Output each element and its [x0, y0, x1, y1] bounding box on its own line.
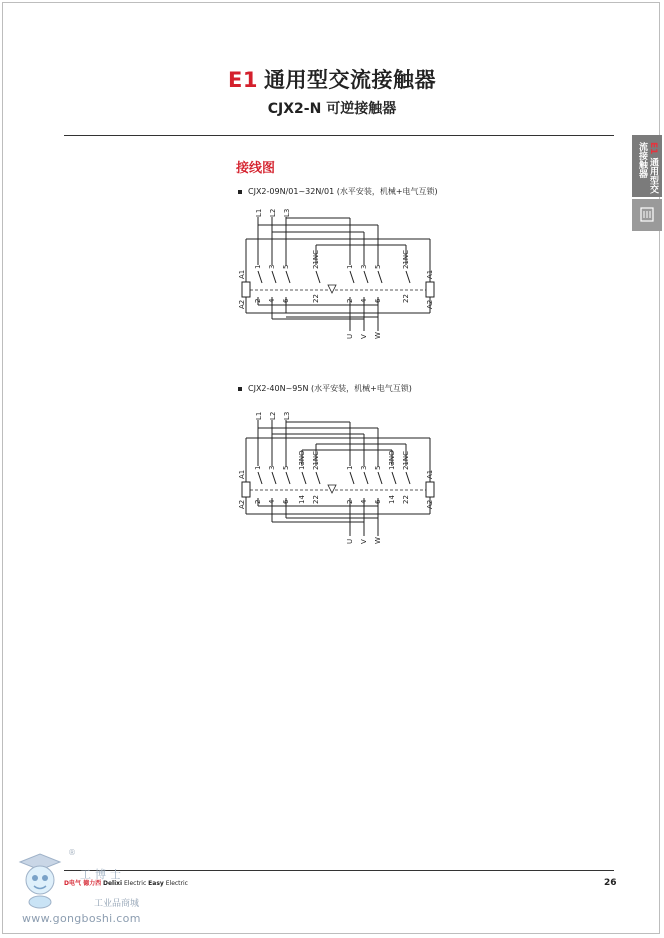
- page-title: [0, 64, 664, 94]
- line-label: L1: [255, 208, 263, 217]
- terminal-label: 21NC: [402, 249, 410, 269]
- terminal-label: 22: [402, 294, 410, 303]
- terminal-label: 4: [360, 499, 368, 504]
- terminal-label: 1: [346, 264, 354, 269]
- page-subtitle: CJX2-N 可逆接触器: [267, 101, 397, 117]
- output-label: W: [374, 332, 382, 339]
- output-label: V: [360, 334, 368, 339]
- terminal-label: 14: [298, 495, 306, 504]
- output-label: U: [346, 538, 354, 544]
- line-label: L2: [269, 411, 277, 420]
- terminal-label: 5: [282, 465, 290, 470]
- watermark-subtitle: 工业品商城: [94, 899, 140, 909]
- terminal-label: 1: [254, 465, 262, 470]
- side-tab[interactable]: [632, 135, 662, 197]
- watermark-site[interactable]: www.gongboshi.com: [22, 912, 141, 925]
- terminal-label: 3: [360, 465, 368, 470]
- terminal-label: 6: [282, 499, 290, 504]
- terminal-label: 5: [282, 264, 290, 269]
- header-divider: [64, 135, 614, 136]
- footer-brand: D电气 德力西 Delixi Electric Easy Electric: [64, 880, 188, 887]
- terminal-label: 22: [402, 495, 410, 504]
- diagram-caption: CJX2-40N~95N (水平安装，机械+电气互锁): [238, 383, 412, 394]
- coil-terminal: A2: [426, 499, 434, 509]
- line-label: L2: [269, 208, 277, 217]
- coil-terminal: A2: [238, 299, 246, 309]
- coil-terminal: A2: [238, 499, 246, 509]
- terminal-label: 21NC: [312, 249, 320, 269]
- terminal-label: 6: [282, 298, 290, 303]
- terminal-label: 22: [312, 294, 320, 303]
- line-label: L3: [283, 208, 291, 217]
- title-text: 通用型交流接触器: [263, 68, 436, 92]
- page-number: 26: [604, 878, 617, 888]
- contactor-icon: [632, 199, 662, 231]
- terminal-label: 2: [254, 298, 262, 303]
- diagram-caption: CJX2-09N/01~32N/01 (水平安装，机械+电气互锁): [238, 186, 438, 197]
- terminal-label: 13NO: [298, 450, 306, 470]
- terminal-label: 4: [268, 499, 276, 504]
- footer-divider: [64, 870, 614, 871]
- output-label: U: [346, 333, 354, 339]
- terminal-label: 2: [254, 499, 262, 504]
- title-code: E1: [228, 68, 258, 92]
- terminal-label: 2: [346, 298, 354, 303]
- terminal-label: 4: [268, 298, 276, 303]
- mascot-logo-icon: [14, 848, 64, 910]
- terminal-label: 3: [268, 465, 276, 470]
- terminal-label: 5: [374, 465, 382, 470]
- terminal-label: 5: [374, 264, 382, 269]
- coil-terminal: A2: [426, 299, 434, 309]
- terminal-label: 6: [374, 499, 382, 504]
- terminal-label: 13NO: [388, 450, 396, 470]
- watermark-name: 工博士: [80, 868, 125, 881]
- terminal-label: 22: [312, 495, 320, 504]
- terminal-label: 14: [388, 495, 396, 504]
- terminal-label: 3: [360, 264, 368, 269]
- line-label: L3: [283, 411, 291, 420]
- terminal-label: 4: [360, 298, 368, 303]
- line-label: L1: [255, 411, 263, 420]
- terminal-label: 21NC: [312, 450, 320, 470]
- output-label: V: [360, 539, 368, 544]
- side-tab-label: E1 通用型交流接触器: [637, 142, 658, 194]
- side-tab-icon[interactable]: [632, 199, 662, 231]
- section-heading: 接线图: [236, 161, 276, 176]
- terminal-label: 6: [374, 298, 382, 303]
- coil-terminal: A1: [238, 469, 246, 479]
- terminal-label: 2: [346, 499, 354, 504]
- output-label: W: [374, 537, 382, 544]
- registered-mark: ®: [68, 848, 76, 857]
- coil-terminal: A1: [238, 269, 246, 279]
- wiring-diagram-2: [230, 408, 450, 546]
- terminal-label: 21NC: [402, 450, 410, 470]
- terminal-label: 3: [268, 264, 276, 269]
- coil-terminal: A1: [426, 269, 434, 279]
- coil-terminal: A1: [426, 469, 434, 479]
- terminal-label: 1: [346, 465, 354, 470]
- terminal-label: 1: [254, 264, 262, 269]
- wiring-diagram-1: [230, 205, 450, 340]
